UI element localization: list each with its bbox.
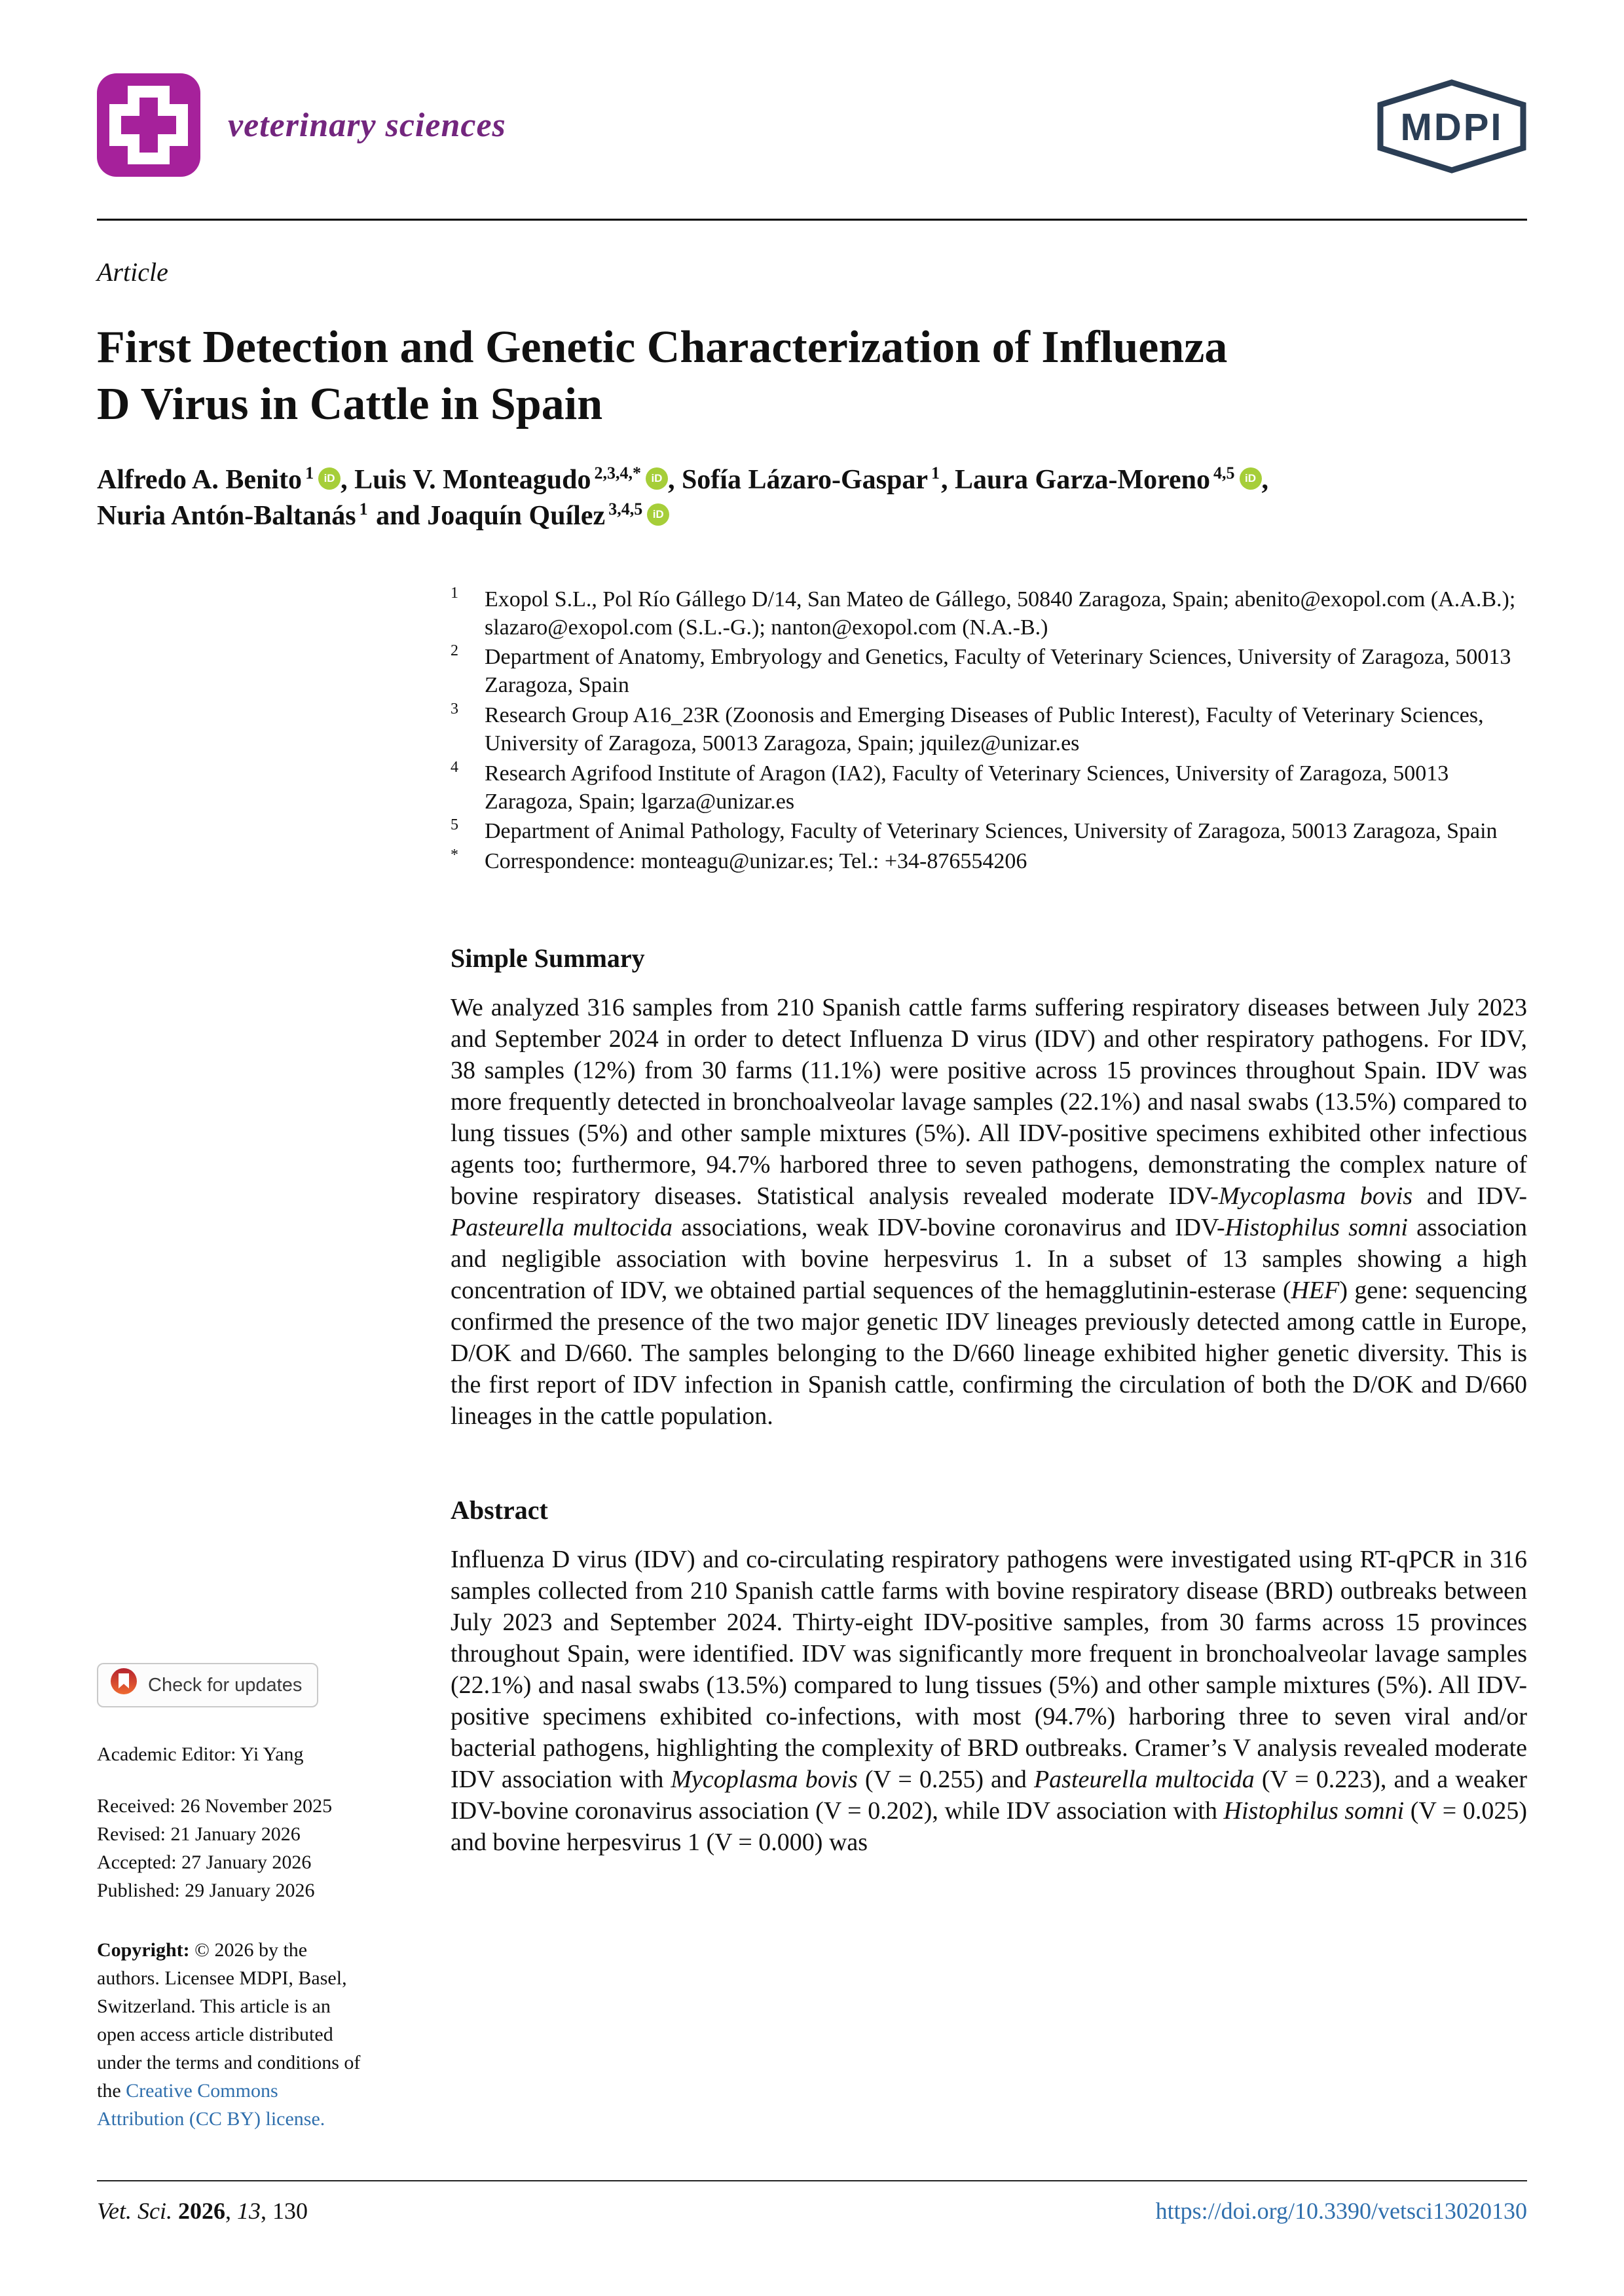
abstract-section bbox=[451, 1495, 1527, 1858]
article-type-label: Article bbox=[97, 257, 168, 287]
mdpi-logo-icon bbox=[1376, 77, 1527, 179]
author: Sofía Lázaro-Gaspar $^1$ bbox=[681, 463, 940, 495]
affiliation-item bbox=[451, 702, 1527, 758]
journal-logo-icon bbox=[97, 73, 200, 177]
affiliation-item bbox=[451, 818, 1527, 846]
footer-divider bbox=[97, 2180, 1527, 2181]
affiliation-item bbox=[451, 644, 1527, 700]
author-affil-superscript: 4,5 bbox=[1213, 463, 1235, 483]
author: Joaquín Quílez $^{3,4,5}$ iD bbox=[427, 501, 669, 531]
affiliation-text: Research Agrifood Institute of Aragon (IA2), Faculty of Veterinary Sciences, University of Zaragoza, 50013 Zaragoza, Spain; lgarza@unizar.es bbox=[485, 761, 1449, 814]
abstract-text: Influenza D virus (IDV) and co-circulating respiratory pathogens were investigated using RT-qPCR in 316 samples collected from 210 Spanish cattle farms with bovine respiratory disease (BRD) outbreaks between July 2023 and September 2024. Thirty-eight IDV-positive samples, from 30 farms across 15 provinces throughout Spain, were identified. IDV was significantly more frequent in bronchoalveolar lavage samples (22.1%) and nasal swabs (13.5%) compared to lung tissues (5%) and other sample mixtures (5%). All IDV-positive specimens exhibited co-infections, with most (94.7%) harboring three to seven viral and/or bacterial pathogens, highlighting the complexity of BRD outbreaks. Cramer’s V analysis revealed moderate IDV association with Mycoplasma bovis (V = 0.255) and Pasteurella multocida (V = 0.223), and a weaker IDV-bovine coronavirus association (V = 0.202), while IDV association with Histophilus somni (V = 0.025) and bovine herpesvirus 1 (V = 0.000) was bbox=[451, 1546, 1527, 1857]
copyright-notice: Copyright: © 2026 by the authors. Licensee MDPI, Basel, Switzerland. This article is an open access article distributed under the terms and conditions of the Creative Commons Attribution (CC BY) license. bbox=[97, 1939, 361, 2130]
orcid-icon[interactable]: iD bbox=[646, 467, 668, 490]
affiliation-list bbox=[451, 586, 1527, 876]
affiliation-item bbox=[451, 586, 1527, 642]
author-affil-superscript: 1 bbox=[931, 463, 940, 483]
author-affil-superscript: 1 bbox=[305, 463, 314, 483]
affiliation-number: 5 bbox=[451, 816, 458, 834]
affiliation-number: 4 bbox=[451, 758, 458, 776]
inline-link[interactable]: Creative Commons Attribution (CC BY) license. bbox=[97, 2080, 325, 2130]
footer bbox=[97, 2197, 1527, 2225]
article-title: First Detection and Genetic Characterization of Influenza D Virus in Cattle in Spain bbox=[97, 321, 1228, 430]
received-date: Received: 26 November 2025 bbox=[97, 1795, 333, 1817]
affiliation-item bbox=[451, 760, 1527, 816]
affiliation-text: Exopol S.L., Pol Río Gállego D/14, San Mateo de Gállego, 50840 Zaragoza, Spain; abenito@exopol.com (A.A.B.); slazaro@exopol.com (S.L.-G.); nanton@exopol.com (N.A.-B.) bbox=[485, 587, 1516, 640]
article-main bbox=[97, 257, 1527, 1858]
author: Laura Garza-Moreno $^{4,5}$ iD bbox=[955, 465, 1261, 495]
revised-date: Revised: 21 January 2026 bbox=[97, 1823, 301, 1845]
mdpi-wordmark: MDPI bbox=[1400, 106, 1504, 149]
author-affil-superscript: 2,3,4,* bbox=[594, 463, 641, 483]
orcid-icon[interactable]: iD bbox=[1240, 467, 1262, 490]
abstract-heading: Abstract bbox=[451, 1495, 548, 1525]
header bbox=[97, 73, 1527, 179]
simple-summary-section bbox=[451, 943, 1527, 1432]
check-for-updates-button[interactable] bbox=[97, 1663, 318, 1707]
affiliation-number: 1 bbox=[451, 584, 458, 602]
footer-citation: Vet. Sci. 2026, 13, 130 bbox=[97, 2198, 308, 2224]
author: Nuria Antón-Baltanás $^1$ bbox=[97, 500, 368, 532]
header-divider bbox=[97, 219, 1527, 221]
affiliation-text: Department of Animal Pathology, Faculty of Veterinary Sciences, University of Zaragoza, 50013 Zaragoza, Spain bbox=[485, 819, 1498, 844]
affiliation-text: Correspondence: monteagu@unizar.es; Tel.: +34-876554206 bbox=[485, 849, 1027, 874]
author: Alfredo A. Benito $^1$ iD bbox=[97, 465, 341, 495]
author-list: Alfredo A. Benito $^1$ iD , Luis V. Monteagudo $^{2,3,4,*}$ iD , Sofía Lázaro-Gaspar $^1$, Laura Garza-Moreno $^{4,5}$ iD , Nuria Antón-Baltanás $^1$ and Joaquín Quílez $^{3,4,5}$ iD bbox=[97, 463, 1268, 532]
affiliation-number: 2 bbox=[451, 642, 458, 660]
accepted-date: Accepted: 27 January 2026 bbox=[97, 1851, 312, 1873]
published-date: Published: 29 January 2026 bbox=[97, 1880, 315, 1901]
affiliation-text: Department of Anatomy, Embryology and Genetics, Faculty of Veterinary Sciences, University of Zaragoza, 50013 Zaragoza, Spain bbox=[485, 645, 1511, 698]
article-dates bbox=[97, 1792, 361, 1904]
orcid-icon[interactable]: iD bbox=[647, 503, 669, 526]
affiliation-number: 3 bbox=[451, 701, 458, 718]
orcid-icon[interactable]: iD bbox=[318, 467, 341, 490]
crossmark-icon bbox=[110, 1667, 138, 1703]
author: Luis V. Monteagudo $^{2,3,4,*}$ iD bbox=[354, 465, 668, 495]
affiliation-text: Research Group A16_23R (Zoonosis and Emerging Diseases of Public Interest), Faculty of Veterinary Sciences, University of Zaragoza, 50013 Zaragoza, Spain; jquilez@unizar.es bbox=[485, 703, 1484, 756]
sidebar bbox=[97, 1663, 361, 2133]
author-affil-superscript: 3,4,5 bbox=[608, 500, 643, 519]
check-for-updates-label: Check for updates bbox=[148, 1674, 303, 1696]
academic-editor: Academic Editor: Yi Yang bbox=[97, 1743, 304, 1765]
author-affil-superscript: 1 bbox=[359, 500, 368, 519]
affiliation-item bbox=[451, 848, 1527, 876]
journal-brand bbox=[97, 73, 506, 177]
affiliation-number: * bbox=[451, 847, 458, 864]
simple-summary-heading: Simple Summary bbox=[451, 943, 645, 974]
journal-name: veterinary sciences bbox=[228, 106, 506, 144]
doi-link[interactable]: https://doi.org/10.3390/vetsci13020130 bbox=[1155, 2198, 1527, 2224]
simple-summary-text: We analyzed 316 samples from 210 Spanish cattle farms suffering respiratory diseases between July 2023 and September 2024 in order to detect Influenza D virus (IDV) and other respiratory pathogens. For IDV, 38 samples (12%) from 30 farms (11.1%) were positive across 15 provinces throughout Spain. IDV was more frequently detected in bronchoalveolar lavage samples (22.1%) and nasal swabs (13.5%) compared to lung tissues (5%) and other sample mixtures (5%). All IDV-positive specimens exhibited other infectious agents too; furthermore, 94.7% harbored three to seven pathogens, demonstrating the complex nature of bovine respiratory diseases. Statistical analysis revealed moderate IDV-Mycoplasma bovis and IDV-Pasteurella multocida associations, weak IDV-bovine coronavirus and IDV-Histophilus somni association and negligible association with bovine herpesvirus 1. In a subset of 13 samples showing a high concentration of IDV, we obtained partial sequences of the hemagglutinin-esterase (HEF) gene: sequencing confirmed the presence of the two major genetic IDV lineages previously detected among cattle in Europe, D/OK and D/660. The samples belonging to the D/660 lineage exhibited higher genetic diversity. This is the first report of IDV infection in Spanish cattle, confirming the circulation of both the D/OK and D/660 lineages in the cattle population. bbox=[451, 994, 1528, 1430]
